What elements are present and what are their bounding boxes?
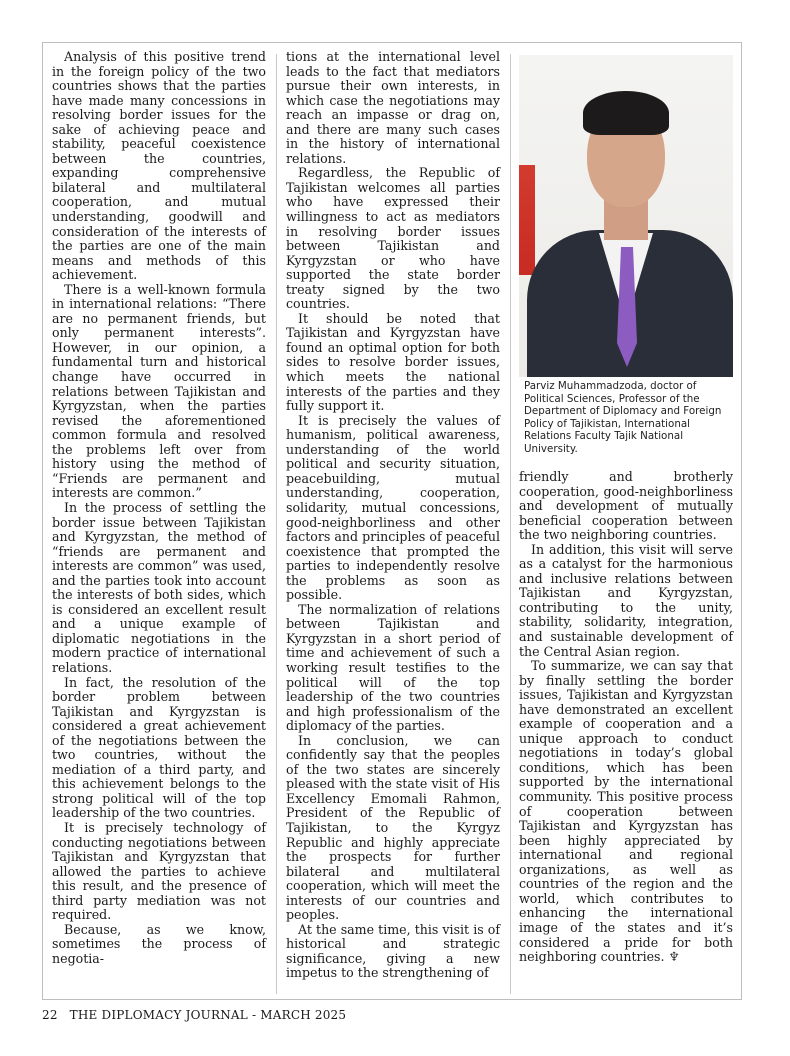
paragraph: tions at the international level leads to the fact that mediators pursue their own interests, in which case the negotiations may reach an impasse or drag on, and there are many such cases in the history of international relations. bbox=[286, 49, 500, 166]
paragraph: In the process of settling the border issue between Tajikistan and Kyrgyzstan, the method of “friends are permanent and interests are common” was used, and the parties took into account the interests of both sides, which is considered an excellent result and a unique example of diplomatic negotiations in the modern practice of international relations. bbox=[52, 499, 266, 675]
photo-caption: Parviz Muhammadzoda, doctor of Political Sciences, Professor of the Department of Diplomacy and Foreign Policy of Tajikistan, International Relations Faculty Tajik National University. bbox=[524, 380, 722, 455]
author-photo bbox=[519, 55, 733, 377]
paragraph: There is a well-known formula in international relations: “There are no permanent friends, but only permanent interests”. However, in our opinion, a fundamental turn and historical change have occurred in relations between Tajikistan and Kyrgyzstan, when the parties revised the aforementioned common formula and resolved the problems left over from history using the method of “Friends are permanent and interests are common.” bbox=[52, 281, 266, 501]
paragraph: In conclusion, we can confidently say that the peoples of the two states are sincerely pleased with the state visit of His Excellency Emomali Rahmon, President of the Republic of Tajikistan, to the Kyrgyz Republic and highly appreciate the prospects for further bilateral and multilateral cooperation, which will meet the interests of our countries and peoples. bbox=[286, 732, 500, 923]
flag-graphic bbox=[519, 165, 535, 275]
page-footer bbox=[42, 1008, 346, 1022]
paragraph: At the same time, this visit is of historical and strategic significance, giving a new impetus to the strengthening of bbox=[286, 921, 500, 981]
paragraph bbox=[519, 659, 733, 964]
paragraph: Because, as we know, sometimes the process of negotia- bbox=[52, 921, 266, 966]
column-divider bbox=[276, 54, 277, 994]
paragraph: It is precisely the values of humanism, political awareness, understanding of the world political and security situation, peacebuilding, mutual understanding, cooperation, solidarity, mutual concessions, good-neighborliness and other factors and principles of peaceful coexistence that prompted the parties to independently resolve the problems as soon as possible. bbox=[286, 412, 500, 603]
article-column-2 bbox=[286, 50, 500, 981]
paragraph: In fact, the resolution of the border problem between Tajikistan and Kyrgyzstan is considered a great achievement of the negotiations between the two countries, without the mediation of a third party, and this achievement belongs to the strong political will of the top leadership of the two countries. bbox=[52, 674, 266, 821]
paragraph: Analysis of this positive trend in the foreign policy of the two countries shows that the parties have made many concessions in resolving border issues for the sake of achieving peace and stability, peaceful coexistence between the countries, expanding comprehensive bilateral and multilateral cooperation, and mutual understanding, goodwill and consideration of the interests of the parties are one of the main means and methods of this achievement. bbox=[52, 49, 266, 283]
paragraph: In addition, this visit will serve as a catalyst for the harmonious and inclusive relations between Tajikistan and Kyrgyzstan, contributing to the unity, stability, solidarity, integration, and sustainable development of the Central Asian region. bbox=[519, 541, 733, 659]
paragraph: It is precisely technology of conducting negotiations between Tajikistan and Kyrgyzstan that allowed the parties to achieve this result, and the presence of third party mediation was not required. bbox=[52, 819, 266, 923]
hair-graphic bbox=[583, 91, 669, 135]
paragraph: The normalization of relations between Tajikistan and Kyrgyzstan in a short period of time and achievement of such a working result testifies to the political will of the top leadership of the two countries and high professionalism of the diplomacy of the parties. bbox=[286, 601, 500, 734]
end-mark-icon: ♆ bbox=[668, 949, 680, 965]
paragraph: It should be noted that Tajikistan and Kyrgyzstan have found an optimal option for both sides to resolve border issues, which meets the national interests of the parties and they fully support it. bbox=[286, 310, 500, 414]
journal-name: THE DIPLOMACY JOURNAL - MARCH 2025 bbox=[69, 1008, 347, 1022]
column-divider bbox=[510, 54, 511, 994]
article-column-3 bbox=[519, 470, 733, 965]
paragraph: Regardless, the Republic of Tajikistan welcomes all parties who have expressed their willingness to act as mediators in resolving border issues between Tajikistan and Kyrgyzstan or who have supported the state border treaty signed by the two countries. bbox=[286, 165, 500, 312]
paragraph-text: To summarize, we can say that by finally settling the border issues, Tajikistan and Kyrgyzstan have demonstrated an excellent example of cooperation and a unique approach to conduct negotiations in today’s global conditions, which has been supported by the international community. This positive process of cooperation between Tajikistan and Kyrgyzstan has been highly appreciated by international and regional organizations, as well as countries of the region and the world, which contributes to enhancing the international image of the states and it’s considered a pride for both neighboring countries. bbox=[519, 658, 733, 965]
article-column-1 bbox=[52, 50, 266, 966]
page-number: 22 bbox=[42, 1008, 58, 1022]
paragraph: friendly and brotherly cooperation, good-neighborliness and development of mutually beneficial cooperation between the two neighboring countries. bbox=[519, 469, 733, 543]
